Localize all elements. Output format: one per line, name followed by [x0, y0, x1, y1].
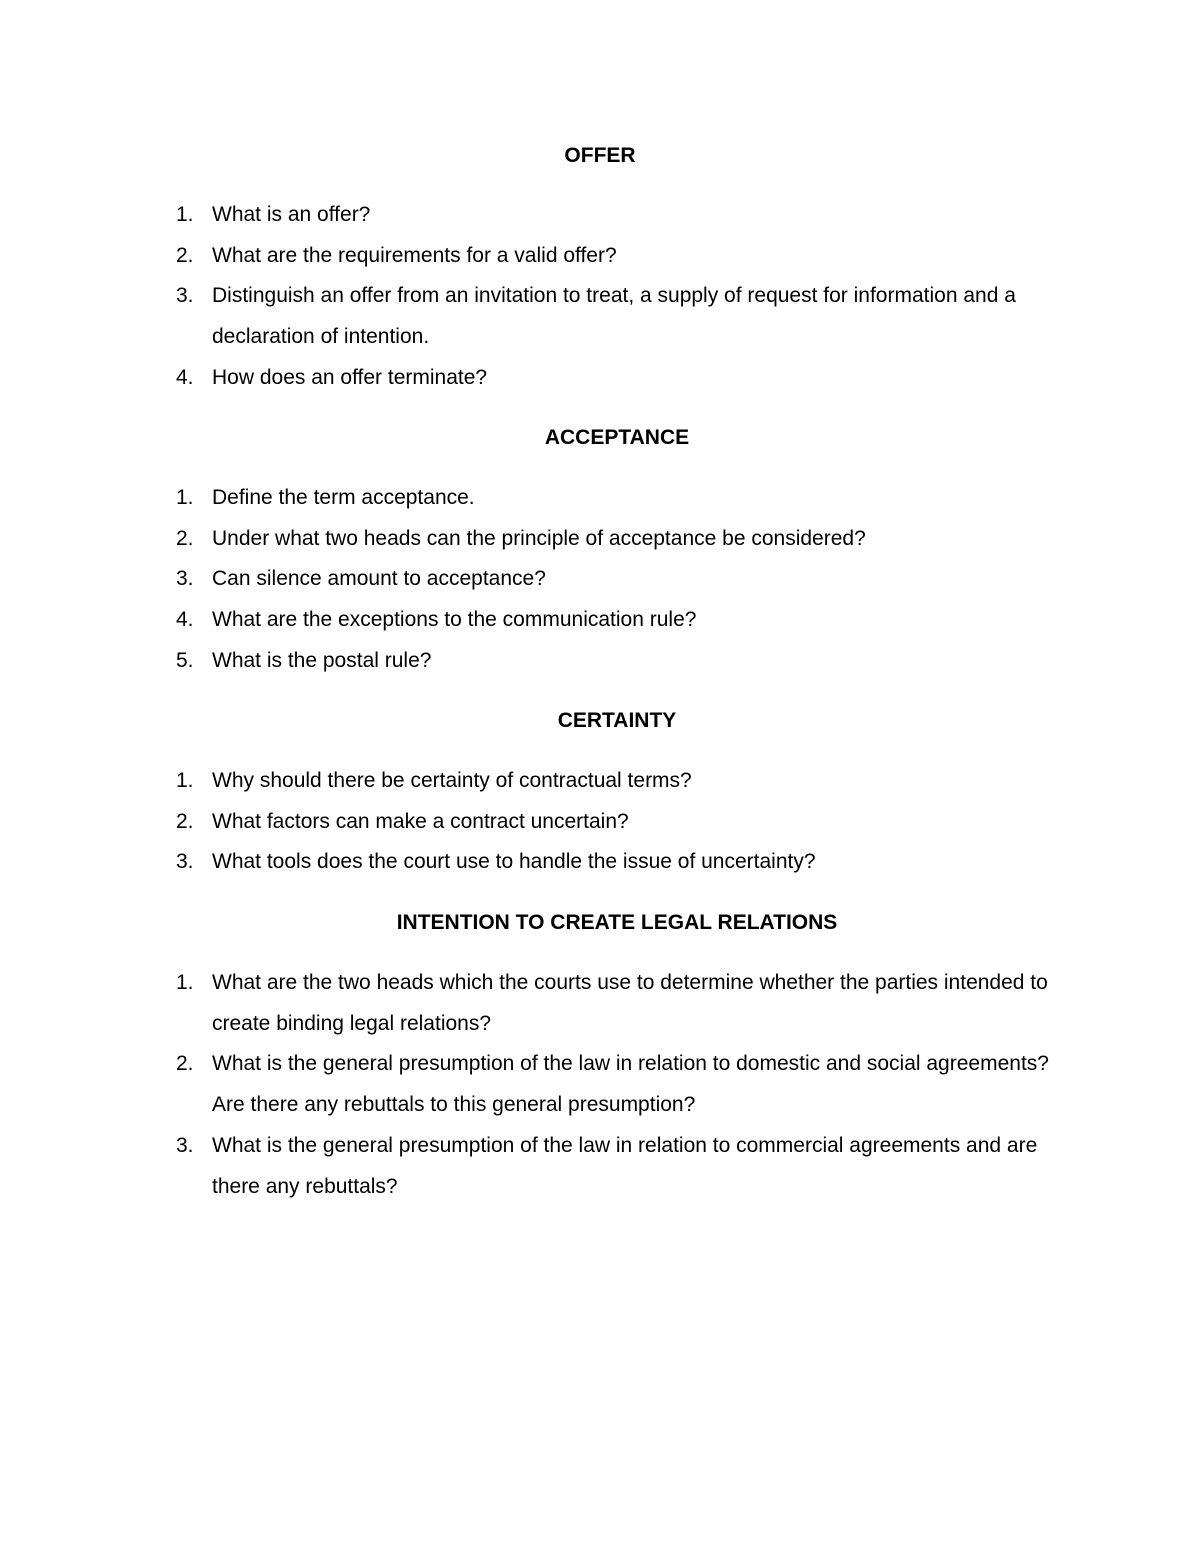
offer-question-list: [0, 195, 1200, 399]
list-item: [0, 802, 1072, 843]
list-item: [0, 963, 1072, 1044]
list-item: [0, 1044, 1072, 1125]
certainty-question-list: [0, 761, 1200, 883]
item-number: 3.: [176, 1133, 194, 1157]
item-number: 3.: [176, 567, 194, 591]
item-text: What is the general presumption of the law in relation to commercial agreements and are there any rebuttals?: [212, 1133, 1038, 1198]
list-item: [0, 761, 1072, 802]
acceptance-question-list: [0, 478, 1200, 682]
item-text: How does an offer terminate?: [212, 365, 488, 389]
item-text: What factors can make a contract uncertain?: [212, 809, 629, 833]
item-text: Under what two heads can the principle of acceptance be considered?: [212, 526, 866, 550]
item-number: 2.: [176, 809, 194, 833]
item-number: 4.: [176, 365, 194, 389]
list-item: [0, 519, 1072, 560]
item-number: 1.: [176, 971, 194, 994]
item-text: What are the two heads which the courts use to determine whether the parties intended to create binding legal relations?: [212, 971, 1048, 1035]
item-text: Distinguish an offer from an invitation to treat, a supply of request for information and a declaration of intention.: [212, 284, 1016, 349]
section-heading-intention: INTENTION TO CREATE LEGAL RELATIONS: [396, 911, 838, 934]
item-number: 5.: [176, 648, 194, 672]
item-text: What is the general presumption of the law in relation to domestic and social agreements? Are there any rebuttals to this general presumption?: [212, 1052, 1049, 1117]
section-heading-acceptance: ACCEPTANCE: [544, 426, 690, 449]
list-item: [0, 358, 1072, 399]
list-item: [0, 478, 1072, 519]
list-item: [0, 195, 1072, 236]
item-text: What is the postal rule?: [212, 648, 432, 672]
section-heading-offer: OFFER: [564, 144, 636, 167]
list-item: [0, 641, 1072, 682]
list-item: [0, 842, 1072, 883]
intention-question-list: [0, 963, 1200, 1207]
item-number: 1.: [176, 203, 194, 226]
list-item: [0, 600, 1072, 641]
item-text: What tools does the court use to handle the issue of uncertainty?: [212, 850, 816, 874]
list-item: [0, 1126, 1072, 1207]
item-number: 1.: [176, 769, 194, 792]
item-number: 4.: [176, 608, 194, 632]
item-number: 1.: [176, 486, 194, 509]
item-text: What are the exceptions to the communication rule?: [212, 608, 697, 632]
item-number: 3.: [176, 850, 194, 874]
list-item: [0, 276, 1072, 357]
item-text: Why should there be certainty of contractual terms?: [212, 769, 692, 792]
item-text: Define the term acceptance.: [212, 486, 475, 509]
item-number: 2.: [176, 1052, 194, 1076]
list-item: [0, 236, 1072, 277]
list-item: [0, 559, 1072, 600]
section-heading-certainty: CERTAINTY: [557, 709, 677, 732]
item-text: What are the requirements for a valid offer?: [212, 243, 617, 267]
item-text: Can silence amount to acceptance?: [212, 567, 546, 591]
item-text: What is an offer?: [212, 203, 371, 226]
item-number: 3.: [176, 284, 194, 308]
item-number: 2.: [176, 526, 194, 550]
item-number: 2.: [176, 243, 194, 267]
